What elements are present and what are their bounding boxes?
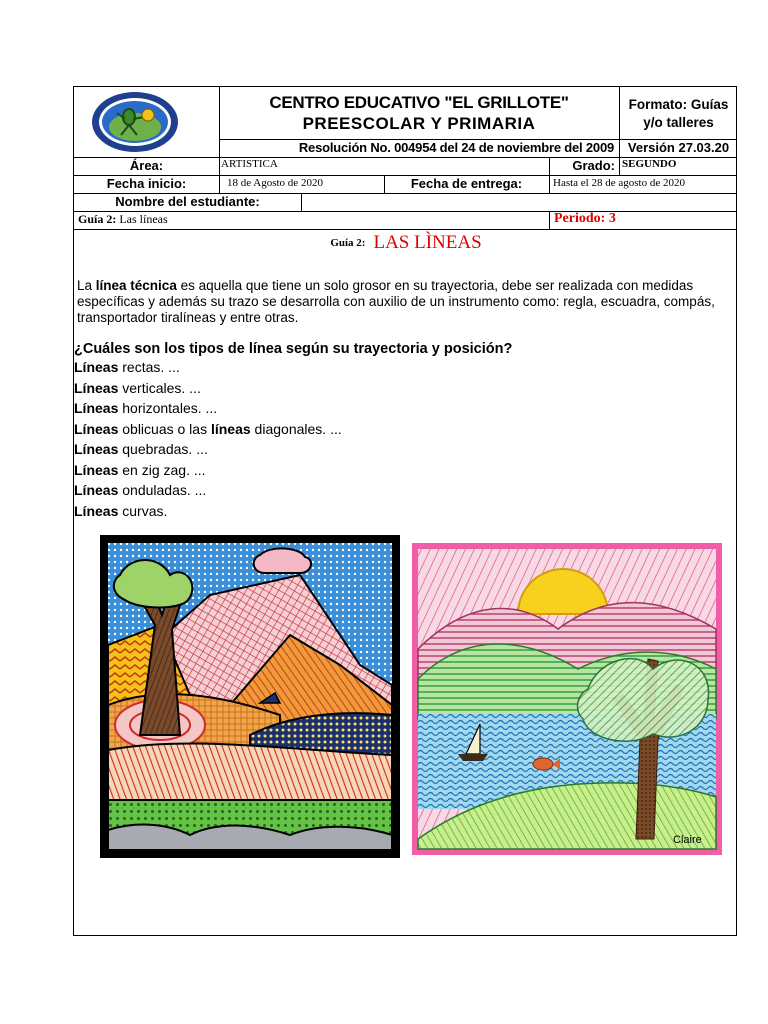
format-line2: y/o talleres <box>643 115 714 130</box>
guide-row-value: Las líneas <box>119 212 168 226</box>
period-label: Periodo: 3 <box>554 211 616 226</box>
area-label: Área: <box>129 158 164 173</box>
intro-term: línea técnica <box>95 278 177 293</box>
grade-label: Grado: <box>572 158 615 173</box>
list-item: Líneas oblicuas o las líneas diagonales. ... <box>74 420 342 437</box>
guide-row <box>78 212 168 227</box>
list-item: Líneas horizontales. ... <box>74 400 218 416</box>
table-rule <box>219 157 220 193</box>
line-types-list <box>74 357 342 521</box>
list-item: Líneas rectas. ... <box>74 359 180 375</box>
guide-heading-title: LAS LÌNEAS <box>373 232 482 253</box>
guide-heading <box>74 232 738 254</box>
table-rule <box>74 211 736 212</box>
list-item: Líneas en zig zag. ... <box>74 461 206 478</box>
guide-heading-prefix: Guía 2: <box>330 237 366 249</box>
school-name: CENTRO EDUCATIVO "EL GRILLOTE" <box>269 93 569 112</box>
grade-value: SEGUNDO <box>622 158 677 170</box>
format-label <box>619 96 738 132</box>
table-rule <box>619 157 620 175</box>
list-item: Líneas curvas. <box>74 502 168 519</box>
table-rule <box>74 229 736 230</box>
student-name-field[interactable] <box>302 194 737 211</box>
due-date-label: Fecha de entrega: <box>410 176 523 191</box>
area-value: ARTISTICA <box>221 158 278 170</box>
question-heading: ¿Cuáles son los tipos de línea según su trayectoria y posición? <box>74 341 513 357</box>
artwork-signature: Claire <box>673 834 702 846</box>
list-item: Líneas quebradas. ... <box>74 441 208 457</box>
due-date-value: Hasta el 28 de agosto de 2020 <box>553 177 685 189</box>
artwork-mountain-tree <box>100 535 400 858</box>
start-date-value: 18 de Agosto de 2020 <box>227 177 323 189</box>
format-line1: Formato: Guías <box>628 97 729 112</box>
list-item: Líneas verticales. ... <box>74 379 201 396</box>
list-item: Líneas onduladas. ... <box>74 482 207 498</box>
logo-text <box>74 87 75 88</box>
artwork-lake-sunset <box>408 539 726 859</box>
version-text: Versión 27.03.20 <box>627 140 730 155</box>
school-logo <box>74 87 219 157</box>
guide-sheet <box>73 86 737 936</box>
guide-row-label: Guía 2: <box>78 212 117 226</box>
school-level: PREESCOLAR Y PRIMARIA <box>302 114 536 133</box>
table-rule <box>549 211 550 229</box>
intro-paragraph: La línea técnica es aquella que tiene un solo grosor en su trayectoria, debe ser realizada con medidas específicas y además su trazo se desarrolla con auxilio de un instrumento como: regla, escuadra, compás, transportador tiralíneas y entre otras. <box>77 278 715 325</box>
student-name-label: Nombre del estudiante: <box>115 194 260 209</box>
resolution-text: Resolución No. 004954 del 24 de noviembre del 2009 <box>298 140 614 155</box>
start-date-label: Fecha inicio: <box>106 176 187 191</box>
